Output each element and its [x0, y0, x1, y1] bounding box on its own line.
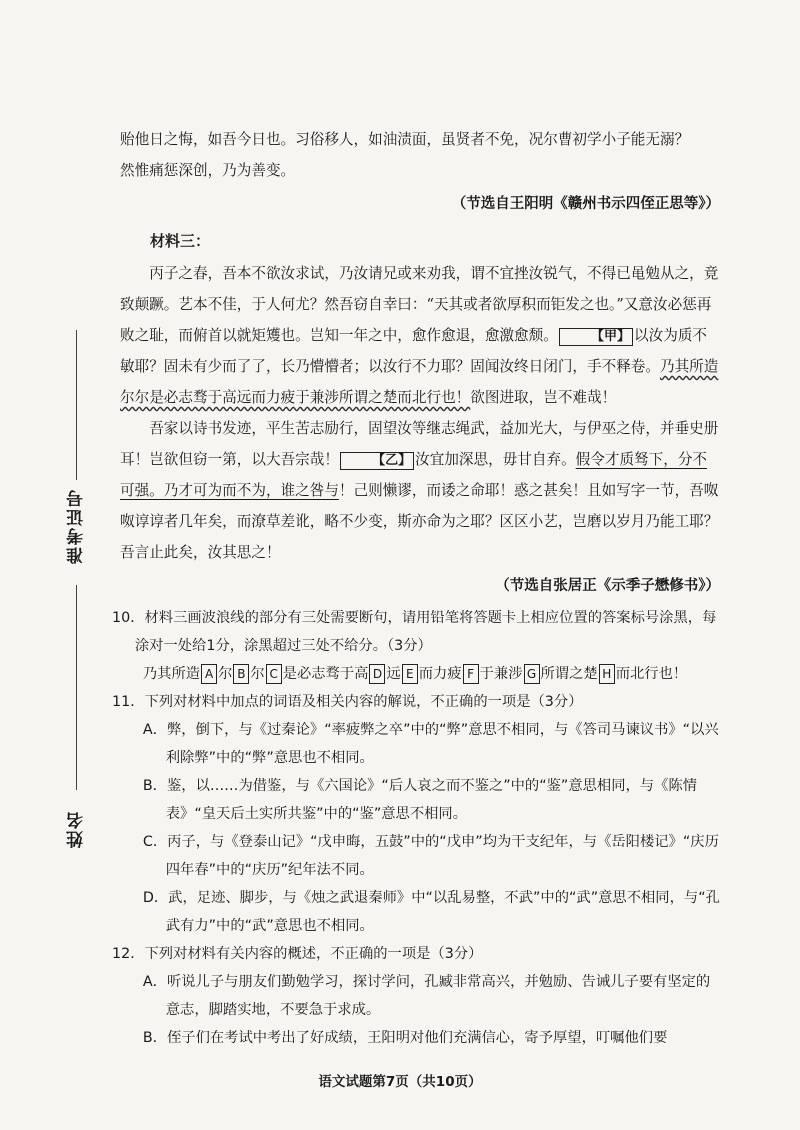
- material3-paragraph-1: [120, 258, 720, 413]
- answer-box-h[interactable]: H: [599, 664, 615, 684]
- material2-tail-line1: 贻他日之悔，如吾今日也。习俗移人，如油渍面，虽贤者不免，况尔曹初学小子能无溺？: [120, 131, 690, 148]
- question-10-segmented-sentence: [120, 660, 720, 688]
- question-11-option-b: B．鉴，以……为借鉴，与《六国论》“后人哀之而不鉴之”中的“鉴”意思相同，与《陈情表》“皇天后土实所共鉴”中的“鉴”意思不相同。: [142, 778, 697, 822]
- material3-source: （节选自张居正《示季子懋修书》）: [495, 577, 720, 594]
- question-11-stem: 11．下列对材料中加点的词语及相关内容的解说，不正确的一项是（3分）: [112, 694, 583, 710]
- question-11-option-c: C．丙子，与《登泰山记》“戊申晦，五鼓”中的“戊申”均为干支纪年，与《岳阳楼记》“庆历四年春”中的“庆历”纪年法不同。: [142, 834, 719, 878]
- mark-yi: 【乙】: [340, 452, 414, 470]
- question-11-option-a: A．弊，倒下，与《过秦论》“率疲弊之卒”中的“弊”意思不相同，与《答司马谏议书》“以兴利除弊”中的“弊”意思也不相同。: [142, 722, 719, 766]
- main-content: [112, 124, 720, 1052]
- segment: 乃其所造: [142, 666, 201, 682]
- answer-box-a[interactable]: A: [201, 664, 217, 684]
- question-11-option-d: D．武，足迹、脚步，与《烛之武退秦师》中“以乱易整，不武”中的“武”意思不相同，与“孔武有力”中的“武”意思也不相同。: [142, 890, 720, 934]
- answer-box-c[interactable]: C: [266, 664, 282, 684]
- answer-box-e[interactable]: E: [402, 664, 418, 684]
- name-label: 姓名: [67, 810, 87, 848]
- segment: 而力疲: [418, 666, 462, 682]
- material3-p1-text-c: 欲图进取，岂不难哉！: [470, 389, 617, 406]
- material3-heading: 材料三：: [150, 232, 211, 250]
- wavy-underlined-passage: 乃其所造尔尔是必志骛于高远而力疲于兼涉所谓之楚而北行也！: [120, 358, 719, 406]
- mark-jia: 【甲】: [559, 328, 633, 346]
- segment: 于兼涉: [479, 666, 523, 682]
- material3-p2-text-c: ！己则懒谬，而诿之命耶！惑之甚矣！且如写字一节，吾呶呶谆谆者几年矣，而潦草差讹，略不少变，斯亦命为之耶？区区小艺，岂磨以岁月乃能工耶？吾言止此矣，汝其思之！: [120, 482, 719, 561]
- binding-line: [76, 330, 77, 480]
- page-footer: 语文试题第7页（共10页）: [318, 1074, 482, 1090]
- material2-tail-line2: 然惟痛惩深创，乃为善变。: [120, 162, 296, 179]
- segment: 而北行也！: [615, 666, 688, 682]
- material3-paragraph-2: [120, 413, 720, 568]
- material3-p1-text-a: 丙子之春，吾本不欲汝求试，乃汝请兄或来劝我，谓不宜挫汝锐气，不得已黾勉从之，竟致颠蹶。艺本不佳，于人何尤？然吾窃自幸曰：“天其或者欲厚积而钜发之也。”又意汝必惩再败之耻，而俯首以就矩矱也。岂知一年之中，愈作愈退，愈激愈颓。: [120, 265, 719, 344]
- segment: 尔: [250, 666, 265, 682]
- segment: 是必志骛于高: [282, 666, 369, 682]
- question-12-option-b: B．侄子们在考试中考出了好成绩，王阳明对他们充满信心，寄予厚望，叮嘱他们要: [142, 1030, 668, 1046]
- candidate-number-label: 准考证号: [67, 488, 87, 564]
- answer-box-g[interactable]: G: [524, 664, 540, 684]
- question-12-option-a: A．听说儿子与朋友们勤勉学习，探讨学问，孔臧非常高兴，并勉励、告诫儿子要有坚定的意志，脚踏实地，不要急于求成。: [142, 974, 711, 1018]
- material2-source: （节选自王阳明《赣州书示四侄正思等》）: [451, 195, 720, 212]
- binding-line: [76, 585, 77, 790]
- segment: 远: [386, 666, 401, 682]
- material3-p2-text-a: 吾家以诗书发迹，平生苦志励行，固望汝等继志绳武，益加光大，与伊巫之侍，并垂史册耳！岂欲但窃一第，以大吾宗哉！: [120, 420, 719, 468]
- segment: 尔: [218, 666, 233, 682]
- answer-box-f[interactable]: F: [463, 664, 479, 684]
- answer-box-d[interactable]: D: [369, 664, 385, 684]
- binding-margin: [60, 330, 94, 890]
- underlined-passage: 假令才质驽下，分不可强。乃才可为而不为，谁之咎与: [120, 451, 708, 499]
- question-12-stem: 12．下列对材料有关内容的概述，不正确的一项是（3分）: [112, 946, 483, 962]
- segment: 所谓之楚: [540, 666, 598, 682]
- material3-p1-text-b: 以汝为质不敏耶？固未有少而了了，长乃懵懵者；以汝行不力耶？固闻汝终日闭门，手不释卷。: [120, 327, 708, 375]
- answer-box-b[interactable]: B: [233, 664, 249, 684]
- material3-p2-text-b: 汝宜加深思，毋甘自弃。: [415, 451, 576, 468]
- question-10-stem: 10．材料三画波浪线的部分有三处需要断句，请用铅笔将答题卡上相应位置的答案标号涂黑，每涂对一处给1分，涂黑超过三处不给分。（3分）: [112, 610, 717, 654]
